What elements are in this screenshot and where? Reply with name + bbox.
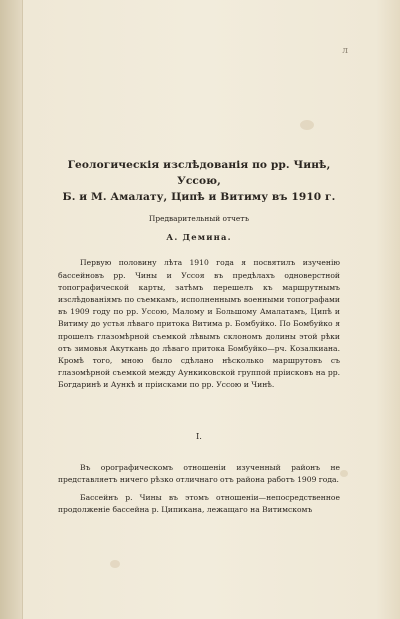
title-line-1: Геологическія изслѣдованія по рр. Чинѣ, Уссою, xyxy=(67,159,331,187)
paper-stain xyxy=(110,560,120,568)
document-title xyxy=(58,157,340,205)
page-binding-edge xyxy=(0,0,23,619)
intro-paragraph: Первую половину лѣта 1910 года я посвятилъ изученію бассейновъ рр. Чины и Уссоя въ предѣлахъ одноверстной топографической карты, затѣмъ перешелъ къ маршрутнымъ изслѣдованіямъ по съемкамъ, исполненнымъ военными топографами въ 1909 году по рр. Уссою, Малому и Большому Амалатамъ, Ципѣ и Витиму до устья лѣваго притока Витима р. Бомбуйко. По Бомбуйко я прошелъ глазомѣрной съемкой лѣвымъ склономъ долины этой рѣки отъ зимовья Акуткань до лѣваго притока Бомбуйко—рч. Козалкиана. Кромѣ того, мною было сдѣлано нѣсколько маршрутовъ съ глазомѣрной съемкой между Аункиковской группой пріисковъ на рр. Богдаринѣ и Аункѣ и пріисками по рр. Уссою и Чинѣ. xyxy=(58,258,340,390)
document-author: А. Демина. xyxy=(166,232,232,243)
section-paragraph: Въ орографическомъ отношеніи изученный районъ не представляетъ ничего рѣзко отличнаго отъ района работъ 1909 года. xyxy=(58,462,340,485)
margin-mark: л xyxy=(342,46,348,56)
paper-stain xyxy=(300,120,314,130)
section-paragraph: Бассейнъ р. Чины въ этомъ отношеніи—непосредственное продолженіе бассейна р. Ципикана, лежащаго на Витимскомъ xyxy=(58,493,340,515)
document-subtitle: Предварительный отчетъ xyxy=(148,214,250,223)
title-line-2: Б. и М. Амалату, Ципѣ и Витиму въ 1910 г. xyxy=(62,191,336,203)
paper-stain xyxy=(340,470,348,477)
section-number: I. xyxy=(196,430,202,441)
document-body xyxy=(58,157,340,517)
